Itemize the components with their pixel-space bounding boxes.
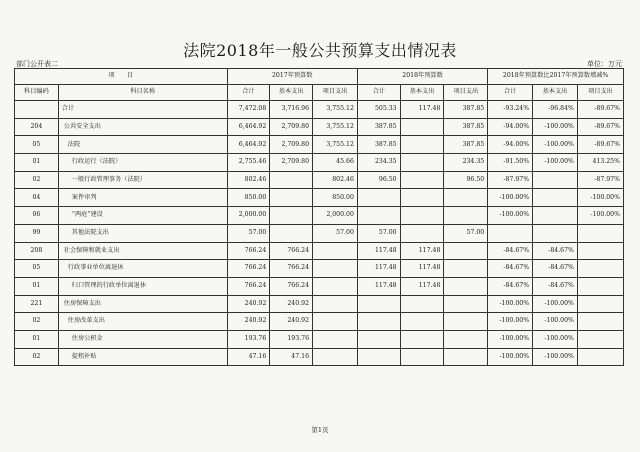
- row-value: -84.67%: [533, 260, 578, 278]
- header-name: 科目名称: [58, 85, 227, 101]
- row-value: 6,464.92: [227, 136, 270, 154]
- row-value: [444, 189, 488, 207]
- row-value: -100.00%: [488, 313, 533, 331]
- row-value: [400, 136, 444, 154]
- row-value: -100.00%: [533, 313, 578, 331]
- table-row: [15, 154, 624, 172]
- header-2018-project: 项目支出: [444, 85, 488, 101]
- row-value: 766.24: [270, 260, 313, 278]
- header-change-project: 项目支出: [577, 85, 623, 101]
- row-value: [533, 171, 578, 189]
- row-value: [313, 330, 358, 348]
- row-value: 850.00: [227, 189, 270, 207]
- row-name: 其他法院支出: [58, 224, 227, 242]
- row-value: [357, 313, 400, 331]
- row-value: 766.24: [227, 260, 270, 278]
- row-value: [313, 295, 358, 313]
- row-value: 117.48: [357, 260, 400, 278]
- table-row: [15, 136, 624, 154]
- row-code: 204: [15, 118, 59, 136]
- row-value: -91.50%: [488, 154, 533, 172]
- row-value: -89.67%: [577, 101, 623, 119]
- header-2018-basic: 基本支出: [400, 85, 444, 101]
- row-value: 766.24: [227, 277, 270, 295]
- header-code: 科目编码: [15, 85, 59, 101]
- row-value: -100.00%: [488, 295, 533, 313]
- row-value: -93.24%: [488, 101, 533, 119]
- table-row: [15, 242, 624, 260]
- row-code: 208: [15, 242, 59, 260]
- header-2018: 2018年预算数: [357, 69, 487, 85]
- row-name: 行政运行（法院）: [58, 154, 227, 172]
- row-value: -100.00%: [533, 330, 578, 348]
- row-value: 117.48: [400, 260, 444, 278]
- row-value: -94.00%: [488, 136, 533, 154]
- row-name: “两庭”建设: [58, 207, 227, 225]
- row-name: 住房保障支出: [58, 295, 227, 313]
- header-item: 项 目: [15, 69, 228, 85]
- row-value: 96.50: [357, 171, 400, 189]
- row-value: 3,716.96: [270, 101, 313, 119]
- row-value: 193.76: [270, 330, 313, 348]
- table-row: [15, 348, 624, 366]
- header-change-total: 合计: [488, 85, 533, 101]
- row-value: 802.46: [313, 171, 358, 189]
- table-row: [15, 330, 624, 348]
- row-value: 802.46: [227, 171, 270, 189]
- table-row: [15, 118, 624, 136]
- row-value: 766.24: [270, 277, 313, 295]
- row-value: [533, 224, 578, 242]
- row-value: [577, 348, 623, 366]
- table-row: [15, 295, 624, 313]
- row-value: 57.00: [444, 224, 488, 242]
- row-value: [313, 313, 358, 331]
- row-value: [577, 260, 623, 278]
- dept-label: 部门公开表二: [16, 60, 58, 68]
- header-2018-total: 合计: [357, 85, 400, 101]
- row-value: -89.67%: [577, 118, 623, 136]
- row-value: 850.00: [313, 189, 358, 207]
- row-value: [400, 171, 444, 189]
- row-value: 2,000.00: [227, 207, 270, 225]
- row-value: [357, 189, 400, 207]
- row-value: [357, 348, 400, 366]
- row-value: 505.33: [357, 101, 400, 119]
- table-row: [15, 101, 624, 119]
- row-value: -100.00%: [488, 348, 533, 366]
- row-value: -100.00%: [533, 118, 578, 136]
- row-value: 766.24: [270, 242, 313, 260]
- header-2017-project: 项目支出: [313, 85, 358, 101]
- row-value: [577, 295, 623, 313]
- row-value: [313, 277, 358, 295]
- row-value: [444, 277, 488, 295]
- row-value: 387.85: [357, 118, 400, 136]
- row-name: 行政事业单位离退休: [58, 260, 227, 278]
- row-value: [270, 207, 313, 225]
- row-code: 99: [15, 224, 59, 242]
- row-name: 提租补贴: [58, 348, 227, 366]
- row-code: 221: [15, 295, 59, 313]
- row-value: [400, 118, 444, 136]
- row-value: 3,755.12: [313, 136, 358, 154]
- row-name: 公共安全支出: [58, 118, 227, 136]
- row-name: 法院: [58, 136, 227, 154]
- row-name: 案件审判: [58, 189, 227, 207]
- table-row: [15, 171, 624, 189]
- row-value: 6,464.92: [227, 118, 270, 136]
- table-row: [15, 313, 624, 331]
- header-change-basic: 基本支出: [533, 85, 578, 101]
- row-value: [400, 313, 444, 331]
- row-value: -100.00%: [488, 330, 533, 348]
- row-value: [533, 207, 578, 225]
- row-value: -94.00%: [488, 118, 533, 136]
- header-2017: 2017年预算数: [227, 69, 357, 85]
- row-value: -100.00%: [533, 348, 578, 366]
- row-value: [444, 295, 488, 313]
- row-value: [357, 207, 400, 225]
- row-name: 归口管理的行政单位离退休: [58, 277, 227, 295]
- row-name: 一般行政管理事务（法院）: [58, 171, 227, 189]
- row-value: [400, 330, 444, 348]
- row-value: 234.35: [444, 154, 488, 172]
- row-value: 117.48: [400, 242, 444, 260]
- row-value: [444, 313, 488, 331]
- row-value: 387.85: [444, 118, 488, 136]
- row-value: [400, 295, 444, 313]
- header-row-columns: [15, 85, 624, 101]
- header-2017-total: 合计: [227, 85, 270, 101]
- row-value: 7,472.08: [227, 101, 270, 119]
- table-row: [15, 277, 624, 295]
- row-value: 240.92: [270, 313, 313, 331]
- row-value: 117.48: [400, 101, 444, 119]
- row-value: [400, 224, 444, 242]
- row-value: [577, 242, 623, 260]
- row-value: 57.00: [313, 224, 358, 242]
- row-code: 01: [15, 154, 59, 172]
- row-value: [577, 330, 623, 348]
- row-value: [577, 277, 623, 295]
- row-value: 2,709.80: [270, 136, 313, 154]
- row-value: 117.48: [357, 277, 400, 295]
- row-name: 合计: [58, 101, 227, 119]
- row-value: [313, 260, 358, 278]
- unit-label: 单位：万元: [587, 60, 622, 68]
- row-code: 01: [15, 277, 59, 295]
- row-value: -100.00%: [488, 189, 533, 207]
- header-2017-basic: 基本支出: [270, 85, 313, 101]
- row-value: 45.66: [313, 154, 358, 172]
- row-value: 240.92: [270, 295, 313, 313]
- row-code: 05: [15, 136, 59, 154]
- row-value: 117.48: [357, 242, 400, 260]
- row-name: 住房改革支出: [58, 313, 227, 331]
- row-value: 766.24: [227, 242, 270, 260]
- row-value: [444, 207, 488, 225]
- row-value: 387.85: [444, 136, 488, 154]
- row-code: [15, 101, 59, 119]
- row-value: -84.67%: [488, 277, 533, 295]
- row-value: [400, 154, 444, 172]
- row-value: 240.92: [227, 295, 270, 313]
- row-value: [357, 295, 400, 313]
- row-value: [488, 224, 533, 242]
- row-value: 96.50: [444, 171, 488, 189]
- row-value: [313, 242, 358, 260]
- row-value: 47.16: [270, 348, 313, 366]
- row-value: [533, 189, 578, 207]
- row-value: 57.00: [227, 224, 270, 242]
- page-title: 法院2018年一般公共预算支出情况表: [183, 41, 457, 60]
- table-row: [15, 224, 624, 242]
- row-value: [400, 189, 444, 207]
- row-value: [444, 330, 488, 348]
- row-value: -87.97%: [488, 171, 533, 189]
- row-value: 2,755.46: [227, 154, 270, 172]
- row-value: 413.25%: [577, 154, 623, 172]
- row-value: [444, 260, 488, 278]
- row-value: -100.00%: [488, 207, 533, 225]
- row-value: [444, 348, 488, 366]
- row-value: 240.92: [227, 313, 270, 331]
- row-code: 06: [15, 207, 59, 225]
- row-value: -84.67%: [488, 242, 533, 260]
- row-value: 2,000.00: [313, 207, 358, 225]
- row-value: [400, 207, 444, 225]
- row-value: 57.00: [357, 224, 400, 242]
- row-value: 234.35: [357, 154, 400, 172]
- row-value: -96.84%: [533, 101, 578, 119]
- row-value: -84.67%: [533, 242, 578, 260]
- table-row: [15, 260, 624, 278]
- row-value: [400, 348, 444, 366]
- row-value: [270, 171, 313, 189]
- row-code: 04: [15, 189, 59, 207]
- row-value: 2,709.80: [270, 118, 313, 136]
- row-value: [577, 224, 623, 242]
- header-row-groups: [15, 69, 624, 85]
- row-name: 社会保障和就业支出: [58, 242, 227, 260]
- row-code: 05: [15, 260, 59, 278]
- row-value: -87.97%: [577, 171, 623, 189]
- header-change: 2018年预算数比2017年预算数增减%: [488, 69, 624, 85]
- row-value: 3,755.12: [313, 101, 358, 119]
- row-value: [270, 189, 313, 207]
- row-value: -100.00%: [577, 207, 623, 225]
- row-code: 01: [15, 330, 59, 348]
- row-value: 387.85: [357, 136, 400, 154]
- row-value: [357, 330, 400, 348]
- row-value: 387.85: [444, 101, 488, 119]
- row-code: 02: [15, 348, 59, 366]
- table-row: [15, 207, 624, 225]
- row-value: [577, 313, 623, 331]
- table-row: [15, 189, 624, 207]
- row-value: -100.00%: [533, 154, 578, 172]
- row-value: [270, 224, 313, 242]
- row-value: -84.67%: [533, 277, 578, 295]
- row-code: 02: [15, 171, 59, 189]
- row-value: -100.00%: [533, 136, 578, 154]
- row-value: 117.48: [400, 277, 444, 295]
- row-value: 47.16: [227, 348, 270, 366]
- row-value: [444, 242, 488, 260]
- row-value: -84.67%: [488, 260, 533, 278]
- row-value: -100.00%: [577, 189, 623, 207]
- row-code: 02: [15, 313, 59, 331]
- row-name: 住房公积金: [58, 330, 227, 348]
- row-value: 2,709.80: [270, 154, 313, 172]
- row-value: [313, 348, 358, 366]
- budget-table: [14, 68, 624, 366]
- row-value: -89.67%: [577, 136, 623, 154]
- page-number: 第1页: [311, 426, 329, 434]
- row-value: -100.00%: [533, 295, 578, 313]
- row-value: 193.76: [227, 330, 270, 348]
- row-value: 3,755.12: [313, 118, 358, 136]
